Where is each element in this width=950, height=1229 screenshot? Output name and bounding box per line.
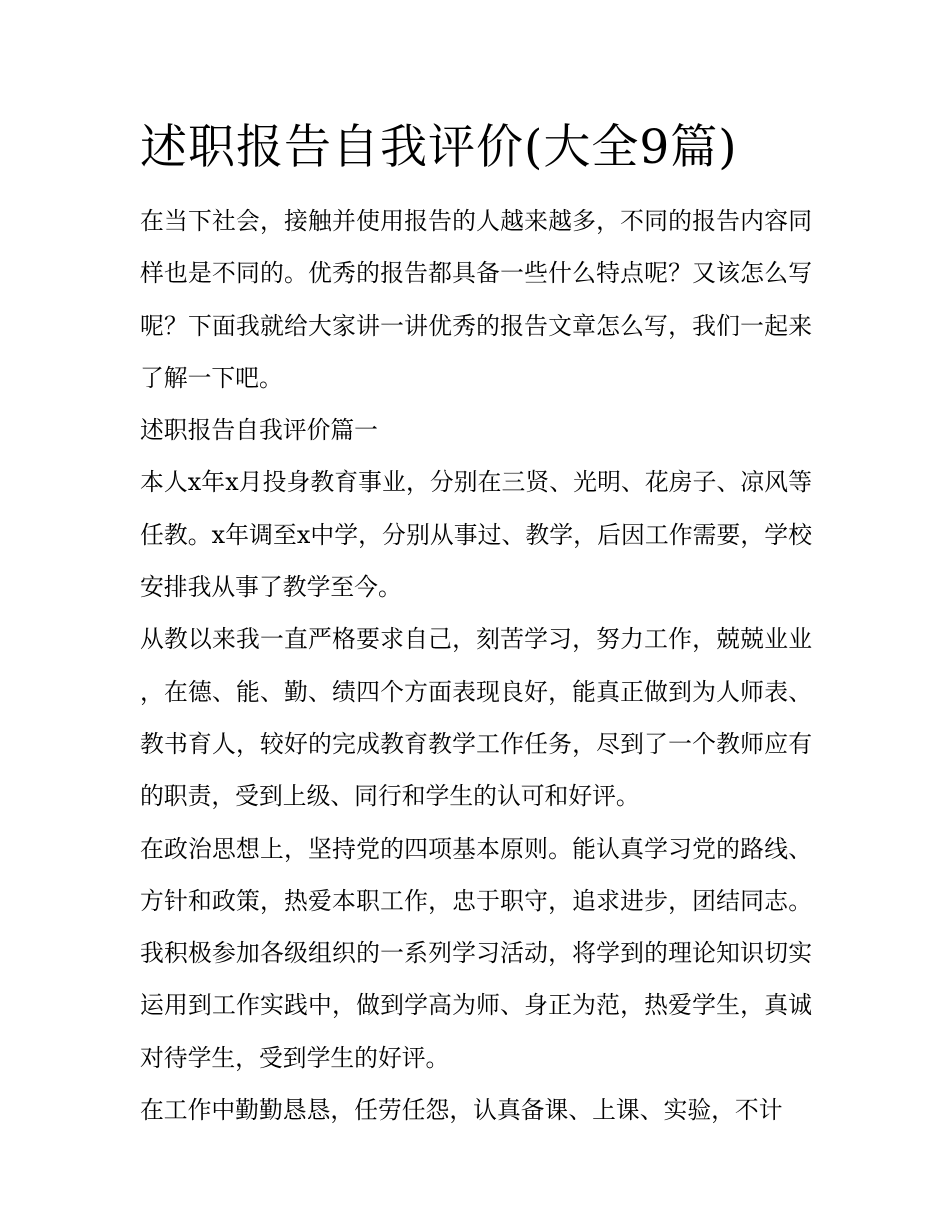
- body-paragraph: 在工作中勤勤恳恳，任劳任怨，认真备课、上课、实验，不计: [140, 1096, 783, 1125]
- body-paragraph: 从教以来我一直严格要求自己，刻苦学习，努力工作，兢兢业业，在德、能、勤、绩四个方面表现良好，能真正做到为人师表、教书育人，较好的完成教育教学工作任务，尽到了一个教师应有的职责，受到上级、同行和学生的认可和好评。: [140, 625, 812, 811]
- intro-paragraph: 在当下社会，接触并使用报告的人越来越多，不同的报告内容同样也是不同的。优秀的报告都具备一些什么特点呢？又该怎么写呢？下面我就给大家讲一讲优秀的报告文章怎么写，我们一起来了解一下吧。: [140, 207, 812, 392]
- section-heading: 述职报告自我评价篇一: [140, 416, 378, 445]
- body-paragraph: 在政治思想上，坚持党的四项基本原则。能认真学习党的路线、方针和政策，热爱本职工作，忠于职守，追求进步，团结同志。我积极参加各级组织的一系列学习活动，将学到的理论知识切实运用到工作实践中，做到学高为师、身正为范，热爱学生，真诚对待学生，受到学生的好评。: [140, 834, 812, 1072]
- document-body: [140, 195, 812, 1136]
- body-paragraph: 本人x年x月投身教育事业，分别在三贤、光明、花房子、凉风等任教。x年调至x中学，分别从事过、教学，后因工作需要，学校安排我从事了教学至今。: [140, 468, 812, 602]
- document-title: 述职报告自我评价(大全9篇): [140, 120, 738, 175]
